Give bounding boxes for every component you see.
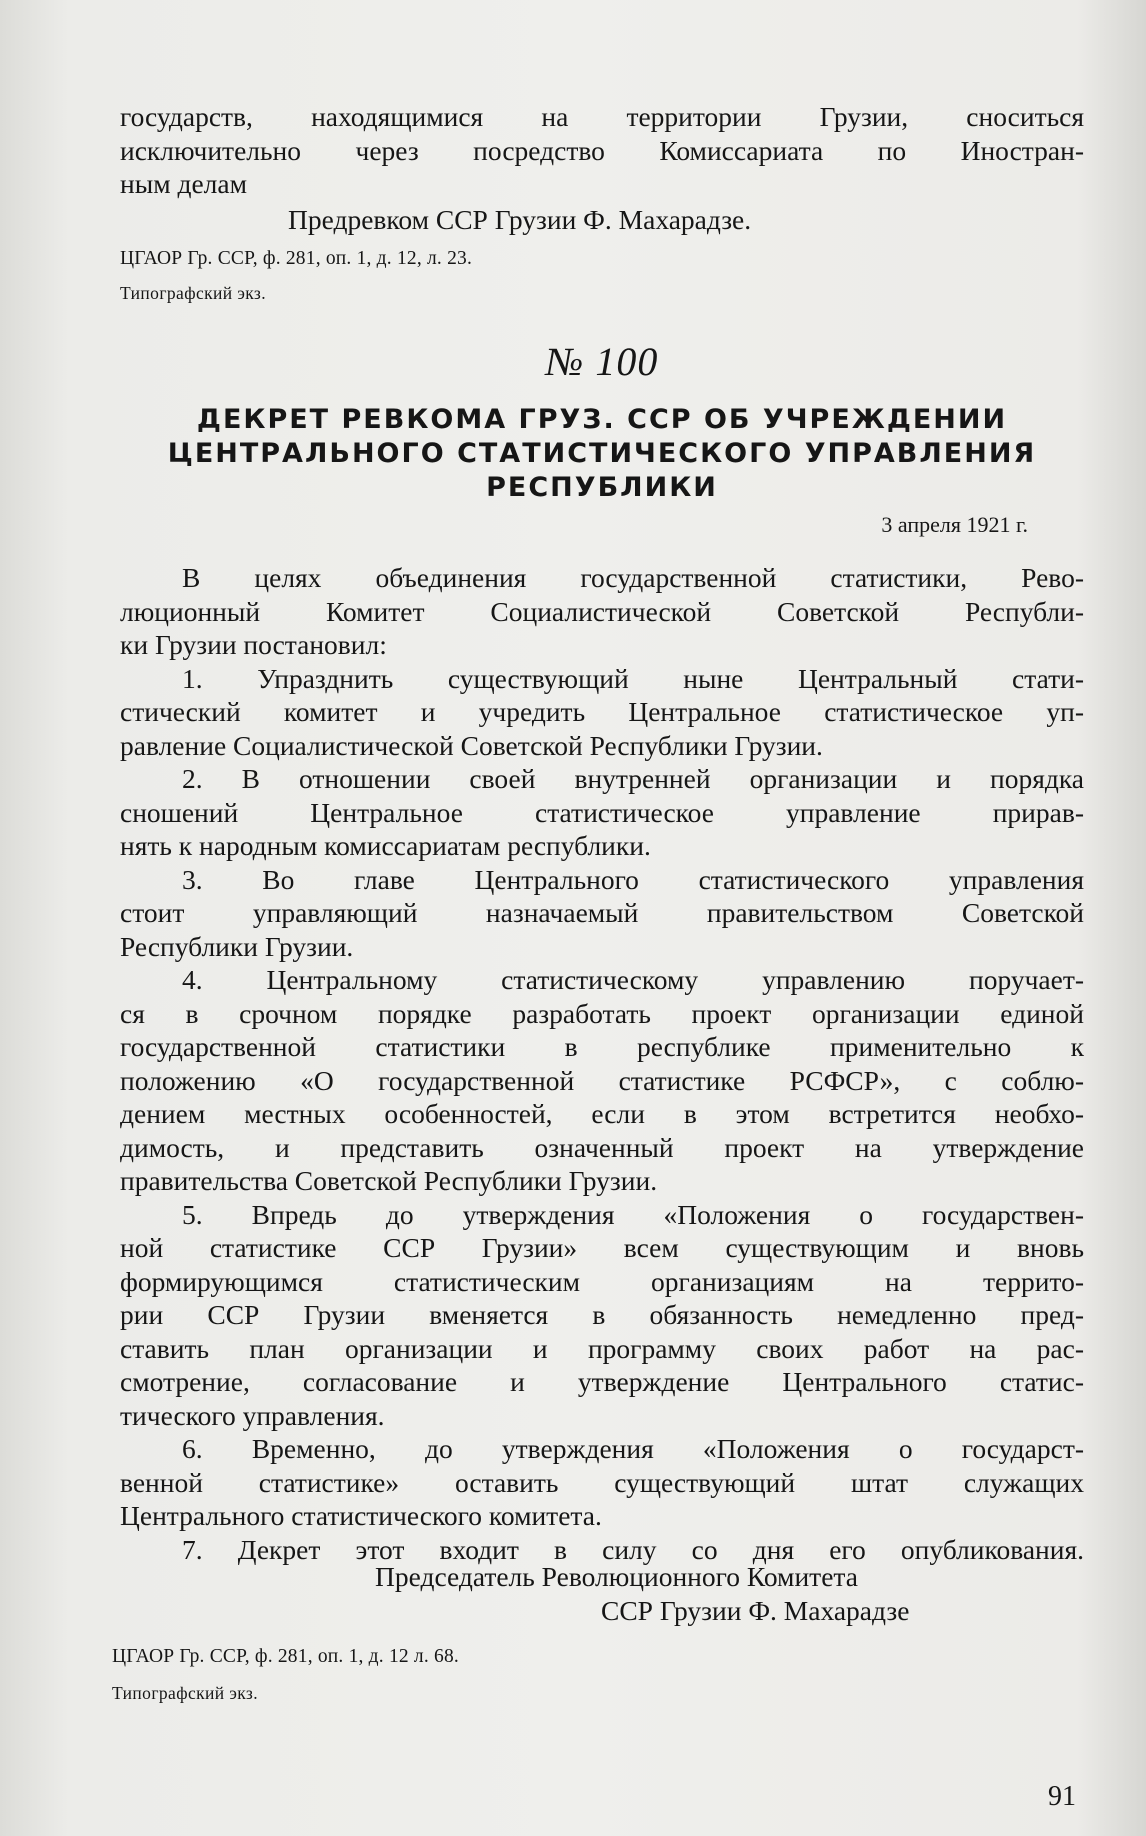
text-line: государственной статистики в республике применительно к bbox=[120, 1031, 1084, 1062]
paragraph-2 bbox=[120, 762, 1084, 863]
archive-ref: ЦГАОР Гр. ССР, ф. 281, оп. 1, д. 12 л. 68. bbox=[112, 1646, 459, 1667]
text-line: исключительно через посредство Комиссариата по Иностран- bbox=[120, 134, 1084, 166]
text-line: люционный Комитет Социалистической Советской Республи- bbox=[120, 595, 1084, 627]
text-line: Центрального статистического комитета. bbox=[120, 1500, 602, 1531]
text-line: венной статистике» оставить существующий штат служащих bbox=[120, 1466, 1084, 1498]
title-line: ДЕКРЕТ РЕВКОМА ГРУЗ. ССР ОБ УЧРЕЖДЕНИИ bbox=[196, 404, 1008, 435]
text-line: 7. Декрет этот входит в силу со дня его опубликования. bbox=[182, 1533, 1084, 1565]
text-line: ки Грузии постановил: bbox=[120, 629, 387, 660]
text-line: правительства Советской Республики Грузии. bbox=[120, 1165, 658, 1196]
paragraph-5 bbox=[120, 1198, 1084, 1433]
text-line: ставить план организации и программу своих работ на рас- bbox=[120, 1332, 1084, 1364]
document-title bbox=[120, 403, 1084, 505]
text-line: рии ССР Грузии вменяется в обязанность немедленно пред- bbox=[120, 1299, 1084, 1330]
signature-name: ССР Грузии Ф. Махарадзе bbox=[601, 1595, 910, 1626]
text-line: Республики Грузии. bbox=[120, 930, 354, 962]
text-line: положению «О государственной статистике РСФСР», с соблю- bbox=[120, 1064, 1084, 1096]
document-body bbox=[120, 561, 1084, 1566]
title-line: ЦЕНТРАЛЬНОГО СТАТИСТИЧЕСКОГО УПРАВЛЕНИЯ bbox=[167, 438, 1037, 469]
paragraph-4 bbox=[120, 963, 1084, 1198]
text-line: ным делам bbox=[120, 168, 247, 199]
text-line: стоит управляющий назначаемый правительством Советской bbox=[120, 897, 1084, 928]
text-line: нять к народным комиссариатам республики. bbox=[120, 830, 651, 861]
text-line: равление Социалистической Советской Республики Грузии. bbox=[120, 729, 823, 761]
previous-archive-ref: ЦГАОР Гр. ССР, ф. 281, оп. 1, д. 12, л. 23. bbox=[120, 248, 473, 269]
text-line: ся в срочном порядке разработать проект организации единой bbox=[120, 997, 1084, 1029]
page-number: 91 bbox=[1048, 1781, 1076, 1812]
text-line: 6. Временно, до утверждения «Положения о государст- bbox=[182, 1433, 1084, 1464]
text-line: сношений Центральное статистическое управление прирав- bbox=[120, 796, 1084, 828]
paragraph-6 bbox=[120, 1432, 1084, 1533]
text-line: ной статистике ССР Грузии» всем существующим и вновь bbox=[120, 1232, 1084, 1263]
text-line: стический комитет и учредить Центральное статистическое уп- bbox=[120, 696, 1084, 727]
text-line: 2. В отношении своей внутренней организации и порядка bbox=[182, 763, 1084, 794]
text-line: дением местных особенностей, если в этом встретится необхо- bbox=[120, 1098, 1084, 1129]
signature-title: Председатель Революционного Комитета bbox=[375, 1561, 858, 1592]
text-line: димость, и представить означенный проект на утверждение bbox=[120, 1131, 1084, 1163]
copy-type: Типографский экз. bbox=[112, 1683, 259, 1703]
previous-copy-type: Типографский экз. bbox=[120, 283, 267, 303]
document-number: № 100 bbox=[545, 339, 659, 384]
text-line: 1. Упразднить существующий ныне Центральный стати- bbox=[182, 662, 1084, 694]
text-line: В целях объединения государственной статистики, Рево- bbox=[182, 562, 1084, 593]
text-line: 4. Центральному статистическому управлению поручает- bbox=[182, 964, 1084, 995]
text-line: тического управления. bbox=[120, 1399, 385, 1431]
previous-document-fragment bbox=[120, 100, 1084, 201]
document-date: 3 апреля 1921 г. bbox=[881, 512, 1028, 537]
title-line: РЕСПУБЛИКИ bbox=[486, 472, 718, 503]
paragraph-1 bbox=[120, 662, 1084, 763]
text-line: смотрение, согласование и утверждение Центрального статис- bbox=[120, 1366, 1084, 1397]
text-line: 5. Впредь до утверждения «Положения о государствен- bbox=[182, 1198, 1084, 1230]
text-line: государств, находящимися на территории Грузии, сноситься bbox=[120, 101, 1084, 132]
paragraph-intro bbox=[120, 561, 1084, 662]
text-line: 3. Во главе Центрального статистического управления bbox=[182, 863, 1084, 895]
text-line: формирующимся статистическим организациям на террито- bbox=[120, 1265, 1084, 1297]
paragraph-3 bbox=[120, 863, 1084, 964]
previous-signature: Предревком ССР Грузии Ф. Махарадзе. bbox=[288, 204, 752, 235]
